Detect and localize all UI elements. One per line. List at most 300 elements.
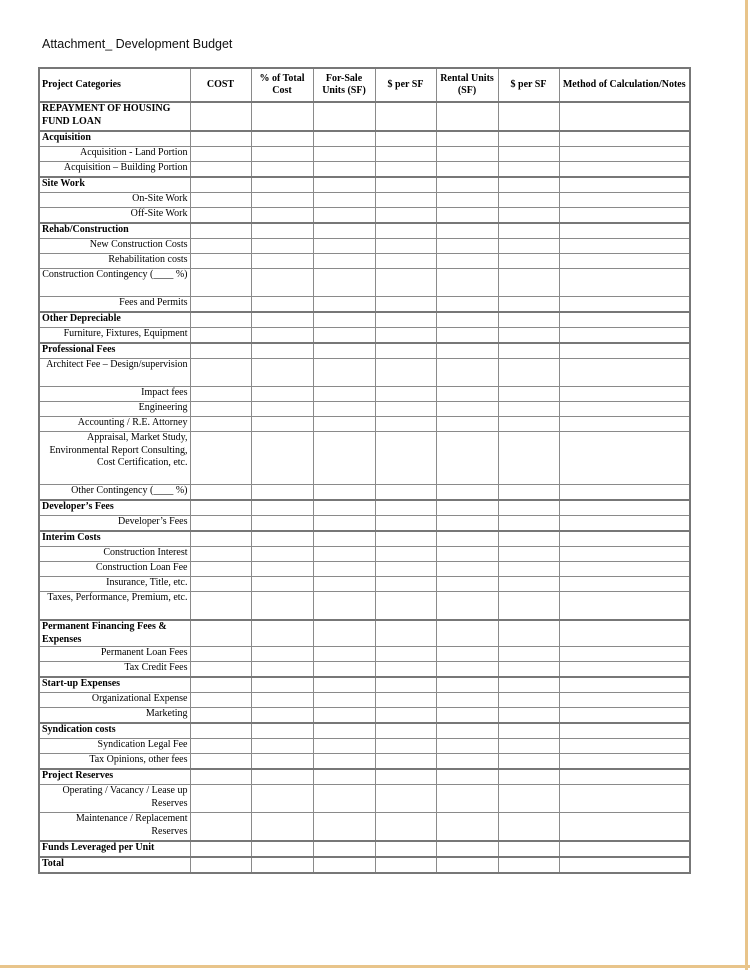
entry-cell[interactable] bbox=[436, 387, 498, 402]
entry-cell[interactable] bbox=[190, 269, 251, 297]
entry-cell[interactable] bbox=[498, 592, 559, 621]
entry-cell[interactable] bbox=[190, 485, 251, 501]
entry-cell[interactable] bbox=[436, 485, 498, 501]
entry-cell[interactable] bbox=[375, 485, 436, 501]
entry-cell[interactable] bbox=[190, 223, 251, 239]
entry-cell[interactable] bbox=[498, 769, 559, 785]
entry-cell[interactable] bbox=[375, 432, 436, 485]
table-row bbox=[39, 328, 690, 344]
entry-cell[interactable] bbox=[375, 223, 436, 239]
entry-cell[interactable] bbox=[190, 193, 251, 208]
entry-cell[interactable] bbox=[559, 577, 690, 592]
entry-cell[interactable] bbox=[436, 102, 498, 131]
entry-cell[interactable] bbox=[559, 500, 690, 516]
entry-cell[interactable] bbox=[559, 592, 690, 621]
entry-cell[interactable] bbox=[190, 662, 251, 678]
entry-cell[interactable] bbox=[251, 620, 313, 647]
entry-cell[interactable] bbox=[190, 577, 251, 592]
entry-cell[interactable] bbox=[559, 739, 690, 754]
entry-cell[interactable] bbox=[436, 269, 498, 297]
entry-cell[interactable] bbox=[498, 562, 559, 577]
entry-cell[interactable] bbox=[559, 328, 690, 344]
entry-cell[interactable] bbox=[375, 177, 436, 193]
entry-cell[interactable] bbox=[498, 647, 559, 662]
entry-cell[interactable] bbox=[498, 857, 559, 873]
entry-cell[interactable] bbox=[498, 620, 559, 647]
entry-cell[interactable] bbox=[375, 208, 436, 224]
entry-cell[interactable] bbox=[313, 592, 375, 621]
entry-cell[interactable] bbox=[190, 785, 251, 813]
entry-cell[interactable] bbox=[190, 723, 251, 739]
entry-cell[interactable] bbox=[190, 813, 251, 842]
entry-cell[interactable] bbox=[436, 647, 498, 662]
entry-cell[interactable] bbox=[375, 857, 436, 873]
entry-cell[interactable] bbox=[251, 677, 313, 693]
entry-cell[interactable] bbox=[251, 269, 313, 297]
entry-cell[interactable] bbox=[375, 131, 436, 147]
entry-cell[interactable] bbox=[251, 769, 313, 785]
entry-cell[interactable] bbox=[559, 662, 690, 678]
entry-cell[interactable] bbox=[313, 693, 375, 708]
entry-cell[interactable] bbox=[251, 592, 313, 621]
entry-cell[interactable] bbox=[251, 739, 313, 754]
entry-cell[interactable] bbox=[498, 102, 559, 131]
entry-cell[interactable] bbox=[559, 417, 690, 432]
entry-cell[interactable] bbox=[313, 269, 375, 297]
entry-cell[interactable] bbox=[559, 387, 690, 402]
entry-cell[interactable] bbox=[559, 620, 690, 647]
entry-cell[interactable] bbox=[190, 547, 251, 562]
entry-cell[interactable] bbox=[436, 208, 498, 224]
entry-cell[interactable] bbox=[559, 208, 690, 224]
entry-cell[interactable] bbox=[251, 102, 313, 131]
entry-cell[interactable] bbox=[559, 754, 690, 770]
entry-cell[interactable] bbox=[190, 239, 251, 254]
entry-cell[interactable] bbox=[375, 147, 436, 162]
entry-cell[interactable] bbox=[559, 343, 690, 359]
entry-cell[interactable] bbox=[251, 359, 313, 387]
entry-cell[interactable] bbox=[498, 359, 559, 387]
entry-cell[interactable] bbox=[313, 769, 375, 785]
entry-cell[interactable] bbox=[498, 343, 559, 359]
entry-cell[interactable] bbox=[251, 208, 313, 224]
entry-cell[interactable] bbox=[436, 769, 498, 785]
entry-cell[interactable] bbox=[313, 562, 375, 577]
entry-cell[interactable] bbox=[190, 343, 251, 359]
entry-cell[interactable] bbox=[251, 387, 313, 402]
entry-cell[interactable] bbox=[190, 177, 251, 193]
entry-cell[interactable] bbox=[190, 693, 251, 708]
entry-cell[interactable] bbox=[559, 269, 690, 297]
entry-cell[interactable] bbox=[375, 387, 436, 402]
entry-cell[interactable] bbox=[498, 193, 559, 208]
entry-cell[interactable] bbox=[190, 677, 251, 693]
entry-cell[interactable] bbox=[375, 102, 436, 131]
entry-cell[interactable] bbox=[313, 254, 375, 269]
entry-cell[interactable] bbox=[559, 813, 690, 842]
entry-cell[interactable] bbox=[498, 147, 559, 162]
entry-cell[interactable] bbox=[375, 693, 436, 708]
entry-cell[interactable] bbox=[313, 131, 375, 147]
entry-cell[interactable] bbox=[436, 562, 498, 577]
entry-cell[interactable] bbox=[313, 432, 375, 485]
entry-cell[interactable] bbox=[436, 857, 498, 873]
entry-cell[interactable] bbox=[251, 254, 313, 269]
entry-cell[interactable] bbox=[498, 723, 559, 739]
entry-cell[interactable] bbox=[375, 785, 436, 813]
entry-cell[interactable] bbox=[251, 857, 313, 873]
entry-cell[interactable] bbox=[251, 312, 313, 328]
entry-cell[interactable] bbox=[313, 208, 375, 224]
entry-cell[interactable] bbox=[436, 531, 498, 547]
entry-cell[interactable] bbox=[436, 223, 498, 239]
entry-cell[interactable] bbox=[313, 785, 375, 813]
entry-cell[interactable] bbox=[313, 102, 375, 131]
entry-cell[interactable] bbox=[498, 177, 559, 193]
entry-cell[interactable] bbox=[436, 328, 498, 344]
entry-cell[interactable] bbox=[313, 739, 375, 754]
entry-cell[interactable] bbox=[190, 754, 251, 770]
entry-cell[interactable] bbox=[498, 516, 559, 532]
entry-cell[interactable] bbox=[313, 402, 375, 417]
entry-cell[interactable] bbox=[436, 254, 498, 269]
entry-cell[interactable] bbox=[251, 193, 313, 208]
entry-cell[interactable] bbox=[498, 312, 559, 328]
entry-cell[interactable] bbox=[436, 708, 498, 724]
entry-cell[interactable] bbox=[313, 531, 375, 547]
entry-cell[interactable] bbox=[498, 739, 559, 754]
entry-cell[interactable] bbox=[375, 269, 436, 297]
entry-cell[interactable] bbox=[498, 254, 559, 269]
entry-cell[interactable] bbox=[313, 577, 375, 592]
entry-cell[interactable] bbox=[559, 785, 690, 813]
entry-cell[interactable] bbox=[251, 223, 313, 239]
entry-cell[interactable] bbox=[436, 359, 498, 387]
entry-cell[interactable] bbox=[559, 312, 690, 328]
entry-cell[interactable] bbox=[313, 708, 375, 724]
entry-cell[interactable] bbox=[375, 677, 436, 693]
entry-cell[interactable] bbox=[190, 297, 251, 313]
entry-cell[interactable] bbox=[436, 516, 498, 532]
entry-cell[interactable] bbox=[190, 432, 251, 485]
entry-cell[interactable] bbox=[375, 562, 436, 577]
entry-cell[interactable] bbox=[559, 485, 690, 501]
entry-cell[interactable] bbox=[375, 662, 436, 678]
entry-cell[interactable] bbox=[559, 223, 690, 239]
entry-cell[interactable] bbox=[436, 739, 498, 754]
entry-cell[interactable] bbox=[436, 662, 498, 678]
entry-cell[interactable] bbox=[498, 693, 559, 708]
entry-cell[interactable] bbox=[313, 162, 375, 178]
entry-cell[interactable] bbox=[313, 857, 375, 873]
entry-cell[interactable] bbox=[559, 708, 690, 724]
entry-cell[interactable] bbox=[313, 485, 375, 501]
entry-cell[interactable] bbox=[190, 102, 251, 131]
entry-cell[interactable] bbox=[559, 102, 690, 131]
entry-cell[interactable] bbox=[498, 841, 559, 857]
entry-cell[interactable] bbox=[498, 387, 559, 402]
entry-cell[interactable] bbox=[498, 813, 559, 842]
entry-cell[interactable] bbox=[190, 620, 251, 647]
entry-cell[interactable] bbox=[190, 647, 251, 662]
table-row bbox=[39, 147, 690, 162]
entry-cell[interactable] bbox=[251, 562, 313, 577]
entry-cell[interactable] bbox=[436, 239, 498, 254]
entry-cell[interactable] bbox=[313, 754, 375, 770]
entry-cell[interactable] bbox=[251, 754, 313, 770]
entry-cell[interactable] bbox=[251, 723, 313, 739]
entry-cell[interactable] bbox=[313, 647, 375, 662]
entry-cell[interactable] bbox=[375, 254, 436, 269]
entry-cell[interactable] bbox=[436, 343, 498, 359]
entry-cell[interactable] bbox=[436, 177, 498, 193]
entry-cell[interactable] bbox=[559, 677, 690, 693]
entry-cell[interactable] bbox=[436, 620, 498, 647]
entry-cell[interactable] bbox=[313, 547, 375, 562]
entry-cell[interactable] bbox=[251, 500, 313, 516]
entry-cell[interactable] bbox=[190, 516, 251, 532]
entry-cell[interactable] bbox=[436, 432, 498, 485]
entry-cell[interactable] bbox=[559, 432, 690, 485]
entry-cell[interactable] bbox=[251, 432, 313, 485]
entry-cell[interactable] bbox=[375, 647, 436, 662]
entry-cell[interactable] bbox=[313, 723, 375, 739]
entry-cell[interactable] bbox=[436, 500, 498, 516]
entry-cell[interactable] bbox=[436, 813, 498, 842]
section-row bbox=[39, 531, 690, 547]
entry-cell[interactable] bbox=[313, 813, 375, 842]
entry-cell[interactable] bbox=[375, 841, 436, 857]
entry-cell[interactable] bbox=[436, 577, 498, 592]
entry-cell[interactable] bbox=[436, 693, 498, 708]
entry-cell[interactable] bbox=[313, 500, 375, 516]
entry-cell[interactable] bbox=[498, 577, 559, 592]
entry-cell[interactable] bbox=[375, 162, 436, 178]
entry-cell[interactable] bbox=[375, 417, 436, 432]
entry-cell[interactable] bbox=[313, 297, 375, 313]
entry-cell[interactable] bbox=[498, 754, 559, 770]
entry-cell[interactable] bbox=[559, 239, 690, 254]
entry-cell[interactable] bbox=[190, 402, 251, 417]
entry-cell[interactable] bbox=[559, 516, 690, 532]
entry-cell[interactable] bbox=[436, 297, 498, 313]
entry-cell[interactable] bbox=[251, 297, 313, 313]
entry-cell[interactable] bbox=[375, 402, 436, 417]
entry-cell[interactable] bbox=[251, 402, 313, 417]
entry-cell[interactable] bbox=[251, 131, 313, 147]
entry-cell[interactable] bbox=[251, 239, 313, 254]
entry-cell[interactable] bbox=[313, 620, 375, 647]
entry-cell[interactable] bbox=[251, 516, 313, 532]
entry-cell[interactable] bbox=[190, 147, 251, 162]
entry-cell[interactable] bbox=[313, 662, 375, 678]
entry-cell[interactable] bbox=[190, 500, 251, 516]
entry-cell[interactable] bbox=[436, 417, 498, 432]
entry-cell[interactable] bbox=[251, 647, 313, 662]
entry-cell[interactable] bbox=[375, 239, 436, 254]
table-row bbox=[39, 485, 690, 501]
entry-cell[interactable] bbox=[498, 485, 559, 501]
entry-cell[interactable] bbox=[559, 297, 690, 313]
entry-cell[interactable] bbox=[313, 177, 375, 193]
entry-cell[interactable] bbox=[559, 693, 690, 708]
entry-cell[interactable] bbox=[251, 841, 313, 857]
entry-cell[interactable] bbox=[436, 402, 498, 417]
entry-cell[interactable] bbox=[436, 312, 498, 328]
entry-cell[interactable] bbox=[251, 417, 313, 432]
entry-cell[interactable] bbox=[498, 239, 559, 254]
entry-cell[interactable] bbox=[498, 662, 559, 678]
entry-cell[interactable] bbox=[436, 592, 498, 621]
entry-cell[interactable] bbox=[375, 516, 436, 532]
entry-cell[interactable] bbox=[498, 432, 559, 485]
entry-cell[interactable] bbox=[498, 269, 559, 297]
entry-cell[interactable] bbox=[251, 693, 313, 708]
entry-cell[interactable] bbox=[498, 500, 559, 516]
entry-cell[interactable] bbox=[190, 328, 251, 344]
entry-cell[interactable] bbox=[313, 343, 375, 359]
entry-cell[interactable] bbox=[251, 162, 313, 178]
entry-cell[interactable] bbox=[313, 841, 375, 857]
entry-cell[interactable] bbox=[313, 147, 375, 162]
entry-cell[interactable] bbox=[375, 708, 436, 724]
entry-cell[interactable] bbox=[251, 577, 313, 592]
entry-cell[interactable] bbox=[190, 592, 251, 621]
entry-cell[interactable] bbox=[375, 723, 436, 739]
entry-cell[interactable] bbox=[498, 131, 559, 147]
entry-cell[interactable] bbox=[190, 739, 251, 754]
entry-cell[interactable] bbox=[190, 531, 251, 547]
entry-cell[interactable] bbox=[375, 297, 436, 313]
entry-cell[interactable] bbox=[498, 162, 559, 178]
entry-cell[interactable] bbox=[190, 254, 251, 269]
entry-cell[interactable] bbox=[313, 359, 375, 387]
entry-cell[interactable] bbox=[559, 193, 690, 208]
entry-cell[interactable] bbox=[559, 857, 690, 873]
entry-cell[interactable] bbox=[436, 131, 498, 147]
entry-cell[interactable] bbox=[251, 785, 313, 813]
entry-cell[interactable] bbox=[375, 343, 436, 359]
entry-cell[interactable] bbox=[559, 562, 690, 577]
entry-cell[interactable] bbox=[251, 662, 313, 678]
entry-cell[interactable] bbox=[251, 547, 313, 562]
entry-cell[interactable] bbox=[313, 516, 375, 532]
entry-cell[interactable] bbox=[251, 147, 313, 162]
entry-cell[interactable] bbox=[498, 402, 559, 417]
entry-cell[interactable] bbox=[559, 359, 690, 387]
entry-cell[interactable] bbox=[559, 254, 690, 269]
entry-cell[interactable] bbox=[498, 547, 559, 562]
entry-cell[interactable] bbox=[559, 131, 690, 147]
entry-cell[interactable] bbox=[436, 785, 498, 813]
entry-cell[interactable] bbox=[436, 547, 498, 562]
entry-cell[interactable] bbox=[375, 531, 436, 547]
entry-cell[interactable] bbox=[313, 417, 375, 432]
entry-cell[interactable] bbox=[559, 162, 690, 178]
entry-cell[interactable] bbox=[251, 328, 313, 344]
entry-cell[interactable] bbox=[313, 328, 375, 344]
entry-cell[interactable] bbox=[498, 297, 559, 313]
entry-cell[interactable] bbox=[559, 177, 690, 193]
entry-cell[interactable] bbox=[190, 562, 251, 577]
entry-cell[interactable] bbox=[375, 328, 436, 344]
entry-cell[interactable] bbox=[190, 208, 251, 224]
entry-cell[interactable] bbox=[190, 359, 251, 387]
section-label: Start-up Expenses bbox=[39, 677, 190, 693]
entry-cell[interactable] bbox=[436, 147, 498, 162]
entry-cell[interactable] bbox=[436, 193, 498, 208]
entry-cell[interactable] bbox=[559, 531, 690, 547]
entry-cell[interactable] bbox=[375, 769, 436, 785]
entry-cell[interactable] bbox=[251, 708, 313, 724]
entry-cell[interactable] bbox=[375, 312, 436, 328]
entry-cell[interactable] bbox=[375, 193, 436, 208]
entry-cell[interactable] bbox=[498, 208, 559, 224]
entry-cell[interactable] bbox=[313, 312, 375, 328]
entry-cell[interactable] bbox=[251, 177, 313, 193]
section-label: Funds Leveraged per Unit bbox=[39, 841, 190, 857]
entry-cell[interactable] bbox=[190, 131, 251, 147]
entry-cell[interactable] bbox=[375, 620, 436, 647]
entry-cell[interactable] bbox=[436, 723, 498, 739]
entry-cell[interactable] bbox=[190, 312, 251, 328]
entry-cell[interactable] bbox=[190, 387, 251, 402]
entry-cell[interactable] bbox=[313, 223, 375, 239]
entry-cell[interactable] bbox=[251, 531, 313, 547]
entry-cell[interactable] bbox=[436, 677, 498, 693]
entry-cell[interactable] bbox=[436, 754, 498, 770]
entry-cell[interactable] bbox=[190, 769, 251, 785]
entry-cell[interactable] bbox=[375, 500, 436, 516]
entry-cell[interactable] bbox=[375, 547, 436, 562]
entry-cell[interactable] bbox=[375, 592, 436, 621]
entry-cell[interactable] bbox=[559, 147, 690, 162]
entry-cell[interactable] bbox=[559, 547, 690, 562]
entry-cell[interactable] bbox=[498, 708, 559, 724]
entry-cell[interactable] bbox=[498, 328, 559, 344]
entry-cell[interactable] bbox=[251, 485, 313, 501]
entry-cell[interactable] bbox=[559, 723, 690, 739]
entry-cell[interactable] bbox=[190, 417, 251, 432]
entry-cell[interactable] bbox=[313, 677, 375, 693]
entry-cell[interactable] bbox=[498, 677, 559, 693]
entry-cell[interactable] bbox=[559, 769, 690, 785]
entry-cell[interactable] bbox=[436, 162, 498, 178]
entry-cell[interactable] bbox=[559, 841, 690, 857]
entry-cell[interactable] bbox=[498, 531, 559, 547]
entry-cell[interactable] bbox=[498, 223, 559, 239]
entry-cell[interactable] bbox=[559, 647, 690, 662]
entry-cell[interactable] bbox=[436, 841, 498, 857]
entry-cell[interactable] bbox=[190, 841, 251, 857]
entry-cell[interactable] bbox=[313, 387, 375, 402]
entry-cell[interactable] bbox=[375, 359, 436, 387]
entry-cell[interactable] bbox=[375, 813, 436, 842]
entry-cell[interactable] bbox=[251, 813, 313, 842]
entry-cell[interactable] bbox=[313, 193, 375, 208]
entry-cell[interactable] bbox=[190, 857, 251, 873]
entry-cell[interactable] bbox=[313, 239, 375, 254]
entry-cell[interactable] bbox=[375, 577, 436, 592]
entry-cell[interactable] bbox=[375, 754, 436, 770]
entry-cell[interactable] bbox=[375, 739, 436, 754]
entry-cell[interactable] bbox=[251, 343, 313, 359]
entry-cell[interactable] bbox=[498, 785, 559, 813]
entry-cell[interactable] bbox=[190, 708, 251, 724]
entry-cell[interactable] bbox=[498, 417, 559, 432]
entry-cell[interactable] bbox=[559, 402, 690, 417]
entry-cell[interactable] bbox=[190, 162, 251, 178]
